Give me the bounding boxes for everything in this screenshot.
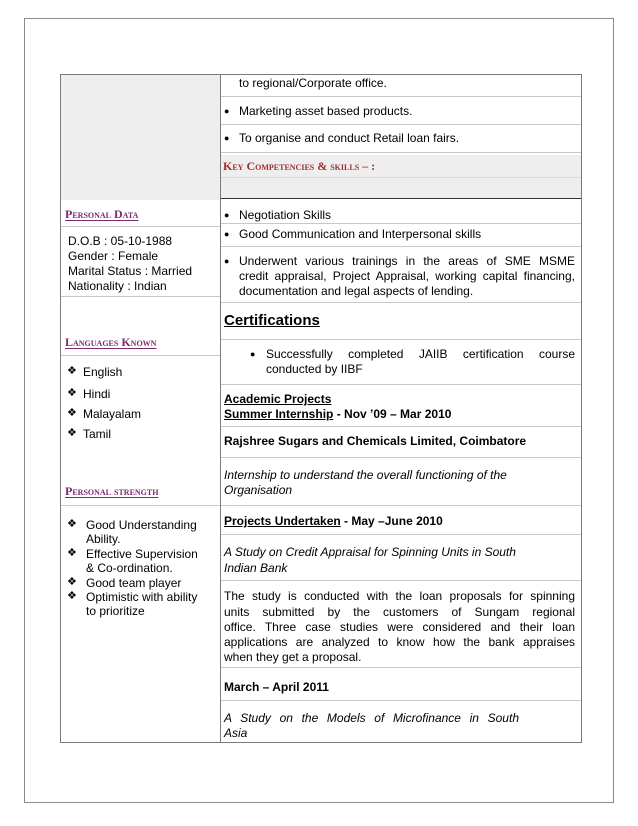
- academic-projects-heading: Academic Projects: [224, 392, 332, 406]
- training-line: credit appraisal, Project Appraisal, working capital financing,: [239, 269, 575, 283]
- row-line: [221, 96, 581, 97]
- row-line: [221, 384, 581, 385]
- strength-item: Good team player: [86, 576, 182, 590]
- continued-text: to regional/Corporate office.: [239, 76, 387, 90]
- strength-item: Good Understanding: [86, 518, 197, 532]
- projects-line: [224, 514, 443, 528]
- skill-item: Good Communication and Interpersonal skills: [239, 227, 482, 241]
- projects-dates: - May –June 2010: [340, 514, 443, 528]
- internship-dates: - Nov ’09 – Mar 2010: [333, 407, 452, 421]
- row-line: [221, 302, 581, 303]
- row-line: [61, 296, 220, 297]
- row-line: [221, 426, 581, 427]
- project1-desc: when they get a proposal.: [224, 650, 362, 664]
- language-item: English: [83, 365, 123, 379]
- internship-desc: Organisation: [224, 483, 293, 497]
- diamond-bullet-icon: ❖: [67, 547, 77, 559]
- row-line: [221, 152, 581, 153]
- row-line: [221, 667, 581, 668]
- diamond-bullet-icon: ❖: [67, 518, 77, 530]
- skill-item: Negotiation Skills: [239, 208, 332, 222]
- column-divider: [220, 74, 221, 743]
- row-line: [61, 226, 220, 227]
- project2-dates: March – April 2011: [224, 680, 329, 694]
- gender: Gender : Female: [68, 249, 159, 263]
- diamond-bullet-icon: ❖: [67, 590, 77, 602]
- row-line: [221, 457, 581, 458]
- row-line: [221, 505, 581, 506]
- language-item: Malayalam: [83, 407, 142, 421]
- languages-heading: Languages Known: [65, 335, 157, 349]
- row-line: [221, 124, 581, 125]
- diamond-bullet-icon: ❖: [67, 407, 77, 419]
- internship-line: [224, 407, 451, 421]
- project1-title: Indian Bank: [224, 561, 288, 575]
- competencies-divider: [221, 198, 581, 199]
- bullet-icon: ●: [224, 133, 230, 143]
- row-line: [221, 223, 581, 224]
- project1-desc: units submitted by the customers of Sungam regional: [224, 605, 575, 619]
- nationality: Nationality : Indian: [68, 279, 167, 293]
- strength-item: Ability.: [86, 532, 121, 546]
- project1-desc: office. Three case studies were considered and their loan: [224, 620, 575, 634]
- strength-item: & Co-ordination.: [86, 561, 173, 575]
- bullet-icon: ●: [224, 106, 230, 116]
- row-line: [221, 700, 581, 701]
- training-line: Underwent various trainings in the areas of SME MSME: [239, 254, 575, 268]
- bullet-icon: ●: [250, 349, 256, 359]
- diamond-bullet-icon: ❖: [67, 427, 77, 439]
- project1-desc: applications are analyzed to know how the bank appraises: [224, 635, 575, 649]
- row-line: [61, 355, 220, 356]
- projects-label: Projects Undertaken: [224, 514, 341, 528]
- project2-title: Asia: [224, 726, 248, 740]
- diamond-bullet-icon: ❖: [67, 365, 77, 377]
- diamond-bullet-icon: ❖: [67, 576, 77, 588]
- marital-status: Marital Status : Married: [68, 264, 193, 278]
- internship-company: Rajshree Sugars and Chemicals Limited, Coimbatore: [224, 434, 527, 448]
- certification-line: conducted by IIBF: [266, 362, 363, 376]
- strength-item: Effective Supervision: [86, 547, 198, 561]
- row-line: [221, 339, 581, 340]
- dob: D.O.B : 05-10-1988: [68, 234, 173, 248]
- personal-data-heading: Personal Data: [65, 207, 139, 221]
- bullet-icon: ●: [224, 256, 230, 266]
- strength-item: to prioritize: [86, 604, 145, 618]
- competencies-heading: Key Competencies & skills – :: [223, 159, 376, 173]
- language-item: Tamil: [83, 427, 112, 441]
- row-line: [221, 534, 581, 535]
- duty-item: To organise and conduct Retail loan fairs.: [239, 131, 460, 145]
- bullet-icon: ●: [224, 210, 230, 220]
- project1-title: A Study on Credit Appraisal for Spinning Units in South: [224, 545, 516, 559]
- row-line: [221, 580, 581, 581]
- row-line: [221, 177, 581, 178]
- strength-item: Optimistic with ability: [86, 590, 198, 604]
- duty-item: Marketing asset based products.: [239, 104, 413, 118]
- certifications-heading: Certifications: [224, 312, 320, 329]
- internship-desc: Internship to understand the overall functioning of the: [224, 468, 507, 482]
- row-line: [221, 246, 581, 247]
- diamond-bullet-icon: ❖: [67, 387, 77, 399]
- bullet-icon: ●: [224, 229, 230, 239]
- language-item: Hindi: [83, 387, 111, 401]
- project1-desc: The study is conducted with the loan proposals for spinning: [224, 589, 575, 603]
- internship-label: Summer Internship: [224, 407, 334, 421]
- strength-heading: Personal strength: [65, 484, 159, 498]
- training-line: documentation and legal aspects of lending.: [239, 284, 474, 298]
- certification-line: Successfully completed JAIIB certification course: [266, 347, 575, 361]
- row-line: [61, 505, 220, 506]
- project2-title: A Study on the Models of Microfinance in South: [224, 711, 519, 725]
